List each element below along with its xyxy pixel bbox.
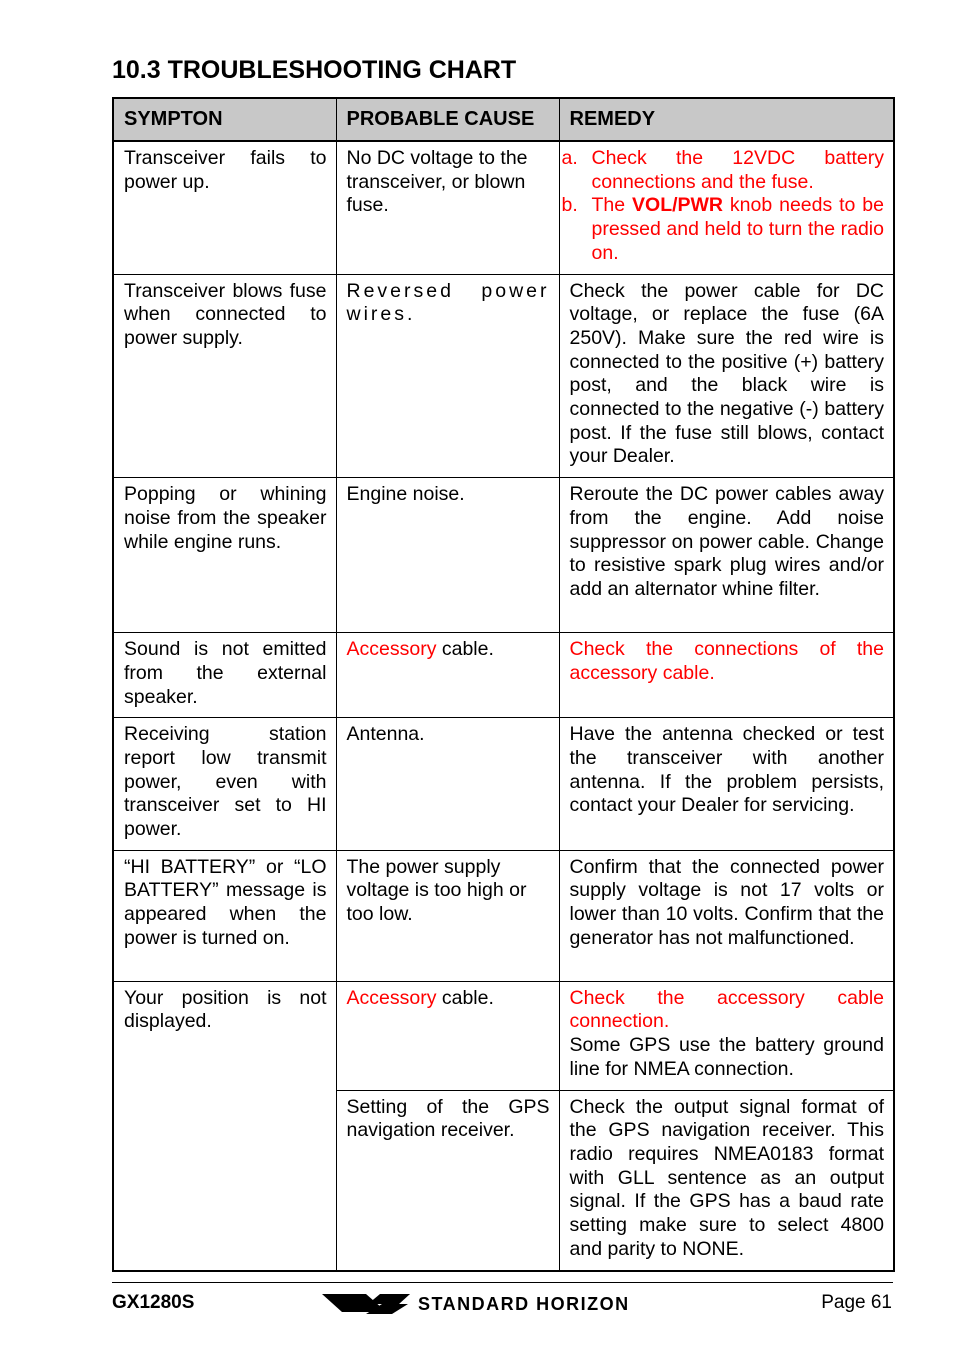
remedy-list	[561, 147, 885, 266]
remedy-cell: Confirm that the connected power supply voltage is not 17 volts or lower than 10 volts. Confirm that the generator has not malfunctioned.	[559, 850, 894, 981]
cause-cell	[336, 633, 559, 718]
remedy-text: Check the 12VDC battery connections and the fuse.	[591, 147, 884, 193]
footer-rule	[112, 1282, 893, 1283]
remedy-cell: Check the connections of the accessory cable.	[559, 633, 894, 718]
remedy-cell	[559, 141, 894, 274]
table-row	[113, 141, 894, 274]
cause-cell: Setting of the GPS navigation receiver.	[336, 1090, 559, 1270]
accessory-label: Accessory	[346, 986, 437, 1009]
list-item	[561, 147, 885, 194]
accessory-label: Accessory	[346, 638, 437, 661]
table-row	[113, 274, 894, 478]
table-row	[113, 850, 894, 981]
header-cause: PROBABLE CAUSE	[336, 98, 559, 141]
cause-rest: cable.	[436, 986, 494, 1009]
remedy-rest-text: Some GPS use the battery ground line for NMEA connection.	[569, 1034, 884, 1080]
symptom-cell: Your position is not displayed.	[113, 981, 336, 1270]
list-marker: a.	[561, 147, 578, 169]
cause-cell: The power supply voltage is too high or too low.	[336, 850, 559, 981]
table-row	[113, 718, 894, 851]
symptom-cell: Transceiver blows fuse when connected to power supply.	[113, 274, 336, 478]
table-row	[113, 981, 894, 1090]
table-row	[113, 633, 894, 718]
symptom-cell: “HI BATTERY” or “LO BATTERY” message is appeared when the power is turned on.	[113, 850, 336, 981]
remedy-cell: Reroute the DC power cables away from the engine. Add noise suppressor on power cable. Change to resistive spark plug wires and/or add an alternator whine filter.	[559, 478, 894, 633]
remedy-red-text: Check the accessory cable connection.	[569, 986, 884, 1033]
page-title: 10.3 TROUBLESHOOTING CHART	[112, 56, 517, 84]
footer-model: GX1280S	[112, 1292, 195, 1313]
cause-cell: No DC voltage to the transceiver, or blown fuse.	[336, 141, 559, 274]
list-item	[561, 194, 885, 265]
remedy-cell: Have the antenna checked or test the transceiver with another antenna. If the problem persists, contact your Dealer for servicing.	[559, 718, 894, 851]
logo-mark-icon	[322, 1294, 410, 1314]
header-symptom: SYMPTON	[113, 98, 336, 141]
remedy-cell: Check the power cable for DC voltage, or replace the fuse (6A 250V). Make sure the red wire is connected to the positive (+) battery post, and the black wire is connected to the negative (-) battery post. If the fuse still blows, contact your Dealer.	[559, 274, 894, 478]
cause-cell: Antenna.	[336, 718, 559, 851]
brand-name: STANDARD HORIZON	[418, 1294, 630, 1314]
symptom-cell: Popping or whining noise from the speaker while engine runs.	[113, 478, 336, 633]
table-header-row	[113, 98, 894, 141]
table-row	[113, 478, 894, 633]
standard-horizon-logo	[322, 1290, 684, 1316]
cause-cell	[336, 981, 559, 1090]
knob-name: VOL/PWR	[632, 194, 724, 217]
page-number: Page 61	[821, 1292, 892, 1313]
list-marker: b.	[561, 194, 578, 217]
remedy-cell: Check the output signal format of the GPS navigation receiver. This radio requires NMEA0183 format with GLL sentence as an output signal. If the GPS has a baud rate setting make sure to select 4800 and parity to NONE.	[559, 1090, 894, 1270]
symptom-cell: Transceiver fails to power up.	[113, 141, 336, 274]
remedy-text-post: knob needs to be pressed and held to turn the radio on.	[591, 194, 884, 264]
troubleshooting-table	[112, 97, 895, 1272]
header-remedy: REMEDY	[559, 98, 894, 141]
remedy-cell	[559, 981, 894, 1090]
cause-cell: Engine noise.	[336, 478, 559, 633]
cause-cell: Reversed power wires.	[336, 274, 559, 478]
symptom-cell: Receiving station report low transmit power, even with transceiver set to HI power.	[113, 718, 336, 851]
remedy-text-pre: The	[591, 194, 633, 217]
cause-rest: cable.	[436, 638, 494, 661]
symptom-cell: Sound is not emitted from the external speaker.	[113, 633, 336, 718]
